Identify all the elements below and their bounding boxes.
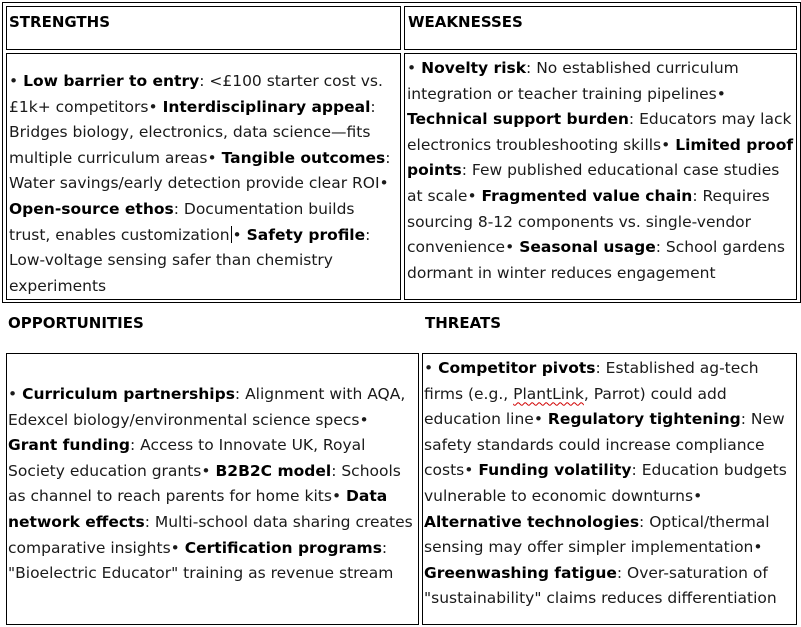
bullet: •	[464, 461, 474, 480]
bullet: •	[331, 487, 342, 506]
weakness-label-4: Fragmented value chain	[481, 186, 693, 205]
bullet: •	[8, 385, 18, 403]
bullet: •	[9, 72, 19, 90]
bullet: •	[170, 538, 180, 557]
opportunities-list	[5, 382, 419, 587]
bullet: •	[533, 410, 543, 429]
bullet: •	[201, 461, 211, 480]
bullet: •	[407, 59, 417, 77]
threat-text-1a: : Established ag-tech firms (e.g.,	[424, 359, 759, 403]
threat-label-3: Funding volatility	[478, 461, 632, 480]
bullet: •	[379, 174, 389, 193]
strength-text-2: : Bridges biology, electronics, data science—fits multiple curriculum areas	[9, 97, 376, 167]
opportunity-text-3: : Schools as channel to reach parents for home kits	[8, 461, 401, 506]
bullet: •	[207, 148, 217, 167]
weakness-text-3: : Few published educational case studies at scale	[407, 161, 780, 205]
threat-label-2: Regulatory tightening	[547, 410, 741, 429]
weakness-label-3: Limited proof points	[407, 135, 794, 180]
threat-text-2: : New safety standards could increase compliance costs	[424, 410, 785, 480]
bullet: •	[148, 97, 158, 116]
opportunity-text-1: : Alignment with AQA, Edexcel biology/environmental science specs	[8, 385, 406, 429]
weakness-label-2: Technical support burden	[407, 110, 629, 129]
threat-text-5: : Over-saturation of "sustainability" claims reduces differentiation	[424, 563, 777, 608]
opportunity-label-4: Data network effects	[8, 487, 388, 531]
threat-label-4: Alternative technologies	[424, 512, 640, 531]
bullet: •	[716, 84, 726, 103]
weaknesses-title: WEAKNESSES	[408, 13, 523, 31]
threats-title: THREATS	[425, 314, 502, 332]
bullet: •	[467, 186, 477, 205]
weaknesses-list	[404, 56, 797, 286]
threat-text-4: : Optical/thermal sensing may offer simpler implementation	[424, 512, 770, 557]
threat-label-1: Competitor pivots	[438, 359, 596, 377]
text-cursor	[231, 226, 232, 243]
misspelled-word: PlantLink	[513, 384, 584, 403]
weakness-label-5: Seasonal usage	[519, 238, 656, 257]
bullet: •	[424, 359, 434, 377]
strengths-list	[6, 69, 401, 299]
opportunity-label-1: Curriculum partnerships	[22, 385, 235, 403]
opportunity-label-2: Grant funding	[8, 436, 131, 455]
bullet: •	[661, 135, 671, 154]
bullet: •	[505, 238, 515, 257]
threat-text-1b: , Parrot) could add education line	[424, 384, 727, 429]
weakness-text-2: : Educators may lack electronics troubleshooting skills	[407, 110, 792, 154]
strength-label-5: Safety profile	[246, 225, 366, 244]
strength-text-1: : <£100 starter cost vs. £1k+ competitors	[9, 72, 383, 116]
strength-label-1: Low barrier to entry	[23, 72, 200, 90]
weakness-text-4: : Requires sourcing 8-12 components vs. single-vendor convenience	[407, 186, 770, 257]
strength-label-4: Open-source ethos	[9, 199, 174, 218]
strength-text-4: : Documentation builds trust, enables customization	[9, 199, 355, 244]
opportunity-text-2: : Access to Innovate UK, Royal Society education grants	[8, 436, 366, 480]
opportunity-text-5: : "Bioelectric Educator" training as revenue stream	[8, 538, 394, 583]
bullet: •	[359, 410, 369, 429]
opportunity-label-3: B2B2C model	[215, 461, 332, 480]
opportunities-title: OPPORTUNITIES	[8, 314, 144, 332]
bullet: •	[753, 538, 763, 557]
weakness-text-1: : No established curriculum integration or teacher training pipelines	[407, 59, 739, 103]
threats-list	[421, 356, 799, 612]
opportunity-text-4: : Multi-school data sharing creates comparative insights	[8, 512, 413, 557]
strength-label-3: Tangible outcomes	[221, 148, 386, 167]
weakness-label-1: Novelty risk	[421, 59, 527, 77]
strength-text-3: : Water savings/early detection provide clear ROI	[9, 148, 391, 193]
threat-label-5: Greenwashing fatigue	[424, 563, 617, 582]
strengths-title: STRENGTHS	[9, 13, 111, 31]
bullet: •	[232, 225, 242, 244]
threat-text-3: : Education budgets vulnerable to economic downturns	[424, 461, 787, 505]
opportunity-label-5: Certification programs	[184, 538, 382, 557]
strength-text-5: : Low-voltage sensing safer than chemistry experiments	[9, 225, 371, 295]
strength-label-2: Interdisciplinary appeal	[162, 97, 371, 116]
weakness-text-5: : School gardens dormant in winter reduces engagement	[407, 238, 785, 282]
bullet: •	[693, 486, 703, 505]
